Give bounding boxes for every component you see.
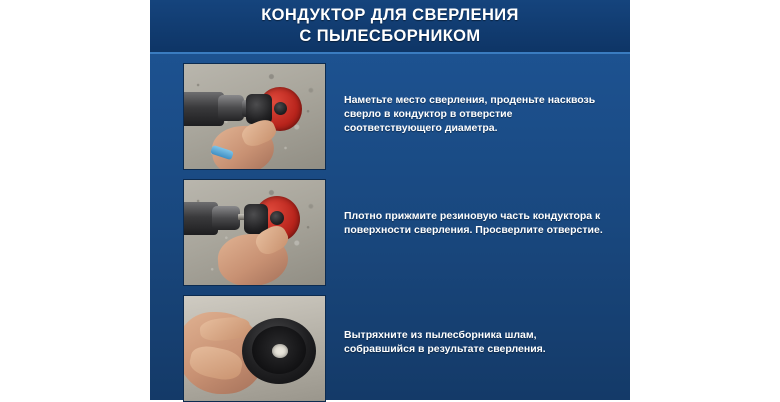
page-title-line2: С ПЫЛЕСБОРНИКОМ bbox=[299, 27, 481, 45]
right-margin bbox=[630, 0, 780, 400]
step-3-caption: Вытряхните из пылесборника шлам, собравшийся в результате сверления. bbox=[344, 329, 546, 355]
list-item bbox=[150, 63, 630, 170]
instruction-panel bbox=[150, 0, 630, 400]
step-2-caption: Плотно прижмите резиновую часть кондуктора к поверхности сверления. Просверлите отверстие. bbox=[344, 210, 603, 236]
left-margin bbox=[0, 0, 150, 400]
list-item bbox=[150, 295, 630, 402]
drill-chuck-icon bbox=[212, 206, 240, 230]
step-1-photo bbox=[183, 63, 326, 170]
steps-list bbox=[150, 54, 630, 402]
panel-header bbox=[150, 0, 630, 54]
step-3-photo bbox=[183, 295, 326, 402]
dust-collector-hole-icon bbox=[272, 344, 288, 358]
drill-chuck-icon bbox=[218, 95, 244, 121]
page-title-line1: КОНДУКТОР ДЛЯ СВЕРЛЕНИЯ bbox=[261, 6, 519, 24]
list-item bbox=[150, 179, 630, 286]
header-inner bbox=[150, 0, 630, 54]
guide-hole-icon bbox=[274, 102, 287, 115]
step-1-caption: Наметьте место сверления, проденьте насквозь сверло в кондуктор в отверстие соответствующего диаметра. bbox=[344, 94, 596, 134]
step-2-photo bbox=[183, 179, 326, 286]
guide-hole-icon bbox=[270, 211, 284, 225]
